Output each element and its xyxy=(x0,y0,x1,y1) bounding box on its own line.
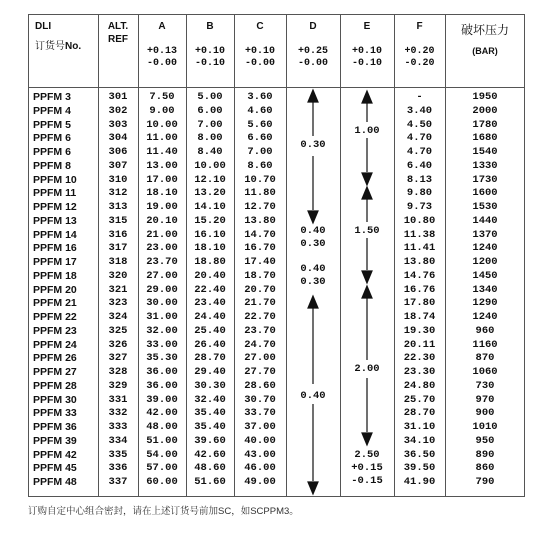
d-note: 0.30 xyxy=(300,238,326,250)
cell-alt: 326 xyxy=(108,338,128,351)
cell-no: PPFM 6 xyxy=(33,132,71,145)
header-ref: REF xyxy=(108,34,128,45)
cell-alt: 333 xyxy=(108,421,128,433)
cell-a: 13.00 xyxy=(146,159,178,172)
cell-no: PPFM 36 xyxy=(33,421,77,433)
d-note: 0.30 xyxy=(300,139,326,151)
header-d-tol-minus: -0.00 xyxy=(297,58,328,69)
cell-a: 36.00 xyxy=(146,379,178,392)
table-row xyxy=(29,146,524,159)
cell-a: 57.00 xyxy=(146,462,178,475)
table-row xyxy=(29,311,524,324)
table-row xyxy=(29,256,524,269)
e-note: 1.00 xyxy=(354,125,380,137)
header-c-name: C xyxy=(256,21,264,32)
cell-c: 16.70 xyxy=(244,242,276,255)
cell-c: 18.70 xyxy=(244,269,276,282)
table-row xyxy=(29,476,524,489)
table-row xyxy=(29,242,524,255)
table-row xyxy=(29,132,524,145)
cell-no: PPFM 17 xyxy=(33,256,77,268)
cell-f: 6.40 xyxy=(406,159,433,172)
cell-b: 20.40 xyxy=(194,269,226,282)
cell-a: 10.00 xyxy=(146,118,178,131)
cell-a: 54.00 xyxy=(146,448,178,461)
header-order-no xyxy=(29,15,98,87)
cell-a: 51.00 xyxy=(146,434,178,447)
cell-alt: 327 xyxy=(108,352,128,365)
header-e-tol-plus: +0.10 xyxy=(351,46,382,57)
cell-alt: 302 xyxy=(108,104,128,117)
cell-a: 29.00 xyxy=(146,283,178,296)
cell-b: 13.20 xyxy=(194,187,226,200)
cell-f: 11.41 xyxy=(403,242,436,255)
arrow-up-icon xyxy=(362,286,372,298)
header-alt-ref xyxy=(98,15,138,87)
header-alt: ALT. xyxy=(107,21,129,32)
table-row xyxy=(29,119,524,132)
header-order-cn: 订货号 xyxy=(35,41,65,52)
cell-c: 23.70 xyxy=(244,324,276,337)
table-row xyxy=(29,407,524,420)
cell-f: 31.10 xyxy=(403,421,436,433)
cell-c: 22.70 xyxy=(244,311,276,323)
cell-alt: 329 xyxy=(108,379,128,392)
arrow-up-icon xyxy=(362,91,372,103)
table-row xyxy=(29,297,524,310)
cell-f: 20.11 xyxy=(403,338,436,351)
cell-p: 1730 xyxy=(472,173,498,186)
cell-p: 1600 xyxy=(472,187,498,200)
cell-c: 17.40 xyxy=(244,256,276,268)
table-row xyxy=(29,284,524,297)
cell-b: 6.00 xyxy=(197,104,223,117)
cell-b: 30.30 xyxy=(194,379,226,392)
header-d-tol-plus: +0.25 xyxy=(297,46,328,57)
cell-b: 22.40 xyxy=(194,283,226,296)
d-note: 0.40 xyxy=(300,225,326,237)
cell-c: 20.70 xyxy=(244,283,276,296)
cell-p: 1060 xyxy=(472,366,498,378)
cell-c: 30.70 xyxy=(244,393,276,406)
cell-no: PPFM 13 xyxy=(33,214,77,227)
header-c-tol-minus: -0.00 xyxy=(244,58,275,69)
cell-b: 42.60 xyxy=(194,448,226,461)
cell-b: 35.40 xyxy=(194,421,226,433)
cell-f: 18.74 xyxy=(403,311,436,323)
arrow-up-icon xyxy=(362,187,372,199)
cell-b: 51.60 xyxy=(194,476,226,488)
cell-alt: 313 xyxy=(108,201,128,213)
cell-c: 14.70 xyxy=(244,228,276,241)
header-b xyxy=(186,15,234,87)
arrow-up-icon xyxy=(308,296,318,308)
cell-c: 21.70 xyxy=(244,297,276,310)
d-range-arrows xyxy=(306,88,320,498)
cell-alt: 324 xyxy=(108,311,128,323)
cell-a: 7.50 xyxy=(149,91,175,103)
e-range-arrows xyxy=(360,88,374,498)
cell-p: 1950 xyxy=(472,91,498,103)
cell-p: 1240 xyxy=(472,242,498,255)
cell-f: 11.38 xyxy=(403,228,436,241)
cell-no: PPFM 14 xyxy=(33,228,77,241)
header-b-tol-minus: -0.10 xyxy=(194,58,225,69)
arrow-down-icon xyxy=(308,482,318,494)
cell-p: 2000 xyxy=(472,104,498,117)
cell-p: 970 xyxy=(475,393,495,406)
cell-no: PPFM 45 xyxy=(33,462,77,475)
cell-b: 15.20 xyxy=(194,214,226,227)
cell-a: 60.00 xyxy=(146,476,178,488)
cell-c: 13.80 xyxy=(244,214,276,227)
cell-alt: 316 xyxy=(108,228,128,241)
cell-p: 1330 xyxy=(472,159,498,172)
cell-c: 7.00 xyxy=(247,146,273,158)
cell-no: PPFM 3 xyxy=(33,91,71,103)
cell-alt: 307 xyxy=(108,159,128,172)
cell-f: 14.76 xyxy=(403,269,436,282)
cell-f: 28.70 xyxy=(403,407,436,420)
d-note: 0.30 xyxy=(300,276,326,288)
cell-f: 17.80 xyxy=(403,297,436,310)
cell-no: PPFM 42 xyxy=(33,448,77,461)
cell-alt: 317 xyxy=(108,242,128,255)
cell-a: 11.40 xyxy=(146,146,178,158)
cell-alt: 315 xyxy=(108,214,128,227)
cell-no: PPFM 8 xyxy=(33,159,71,172)
cell-no: PPFM 5 xyxy=(33,118,71,131)
e-note: +0.15 xyxy=(351,462,383,474)
cell-alt: 332 xyxy=(108,407,128,420)
cell-alt: 320 xyxy=(108,269,128,282)
cell-alt: 312 xyxy=(108,187,128,200)
cell-a: 27.00 xyxy=(146,269,178,282)
cell-p: 860 xyxy=(475,462,495,475)
cell-a: 35.30 xyxy=(146,352,178,365)
cell-b: 8.40 xyxy=(197,146,223,158)
cell-b: 24.40 xyxy=(194,311,226,323)
cell-c: 27.70 xyxy=(244,366,276,378)
arrow-down-icon xyxy=(362,433,372,445)
cell-no: PPFM 24 xyxy=(33,338,77,351)
cell-f: 3.40 xyxy=(406,104,433,117)
table-row xyxy=(29,270,524,283)
cell-c: 11.80 xyxy=(244,187,276,200)
cell-f: - xyxy=(416,91,423,103)
cell-a: 33.00 xyxy=(146,338,178,351)
cell-no: PPFM 4 xyxy=(33,104,71,117)
header-d xyxy=(286,15,340,87)
cell-f: 19.30 xyxy=(403,324,436,337)
table-row xyxy=(29,449,524,462)
cell-alt: 328 xyxy=(108,366,128,378)
cell-a: 20.10 xyxy=(146,214,178,227)
cell-f: 22.30 xyxy=(403,352,436,365)
cell-b: 48.60 xyxy=(194,462,226,475)
cell-a: 23.00 xyxy=(146,242,178,255)
cell-alt: 331 xyxy=(108,393,128,406)
cell-p: 1530 xyxy=(472,201,498,213)
cell-p: 870 xyxy=(475,352,495,365)
table-row xyxy=(29,215,524,228)
cell-alt: 337 xyxy=(108,476,128,488)
table-row xyxy=(29,160,524,173)
cell-a: 39.00 xyxy=(146,393,178,406)
spec-table xyxy=(28,14,525,497)
cell-a: 31.00 xyxy=(146,311,178,323)
cell-no: PPFM 30 xyxy=(33,393,77,406)
cell-alt: 336 xyxy=(108,462,128,475)
cell-p: 1290 xyxy=(472,297,498,310)
e-note: -0.15 xyxy=(351,475,383,487)
header-a-tol-minus: -0.00 xyxy=(146,58,177,69)
header-e xyxy=(340,15,394,87)
cell-c: 37.00 xyxy=(244,421,276,433)
cell-b: 39.60 xyxy=(194,434,226,447)
d-note: 0.40 xyxy=(300,390,326,402)
cell-alt: 335 xyxy=(108,448,128,461)
e-note: 2.00 xyxy=(354,363,380,375)
header-a xyxy=(138,15,186,87)
cell-f: 41.90 xyxy=(403,476,436,488)
cell-b: 12.10 xyxy=(194,173,226,186)
cell-f: 4.70 xyxy=(406,132,433,145)
header-f-name: F xyxy=(416,21,423,32)
cell-p: 1450 xyxy=(472,269,498,282)
cell-p: 1680 xyxy=(472,132,498,145)
cell-alt: 325 xyxy=(108,324,128,337)
cell-b: 35.40 xyxy=(194,407,226,420)
cell-b: 32.40 xyxy=(194,393,226,406)
table-row xyxy=(29,421,524,434)
cell-p: 1370 xyxy=(472,228,498,241)
cell-c: 33.70 xyxy=(244,407,276,420)
cell-c: 46.00 xyxy=(244,462,276,475)
cell-a: 18.10 xyxy=(146,187,178,200)
header-pressure-unit: (BAR) xyxy=(472,46,498,56)
table-row xyxy=(29,105,524,118)
cell-c: 49.00 xyxy=(244,476,276,488)
header-separator xyxy=(29,87,524,88)
cell-b: 25.40 xyxy=(194,324,226,337)
cell-alt: 306 xyxy=(108,146,128,158)
cell-f: 10.80 xyxy=(403,214,436,227)
table-row xyxy=(29,366,524,379)
header-burst-pressure xyxy=(445,15,525,87)
cell-b: 14.10 xyxy=(194,201,226,213)
cell-c: 3.60 xyxy=(247,91,273,103)
table-row xyxy=(29,394,524,407)
header-f-tol-plus: +0.20 xyxy=(404,46,435,57)
cell-c: 5.60 xyxy=(247,118,273,131)
arrow-down-icon xyxy=(308,211,318,223)
cell-no: PPFM 22 xyxy=(33,311,77,323)
cell-c: 28.60 xyxy=(244,379,276,392)
cell-no: PPFM 48 xyxy=(33,476,77,488)
cell-no: PPFM 16 xyxy=(33,242,77,255)
cell-f: 8.13 xyxy=(406,173,433,186)
cell-a: 48.00 xyxy=(146,421,178,433)
cell-f: 24.80 xyxy=(403,379,436,392)
cell-alt: 323 xyxy=(108,297,128,310)
cell-f: 13.80 xyxy=(403,256,436,268)
table-row xyxy=(29,462,524,475)
header-a-tol-plus: +0.13 xyxy=(146,46,177,57)
cell-f: 9.80 xyxy=(406,187,433,200)
cell-f: 9.73 xyxy=(406,201,433,213)
d-note: 0.40 xyxy=(300,263,326,275)
cell-no: PPFM 20 xyxy=(33,283,77,296)
arrow-down-icon xyxy=(362,173,372,185)
footer-note: 订购自定中心组合密封，请在上述订货号前加SC，如SCPPM3。 xyxy=(28,506,299,517)
cell-alt: 318 xyxy=(108,256,128,268)
cell-p: 890 xyxy=(475,448,495,461)
cell-p: 1160 xyxy=(472,338,498,351)
cell-no: PPFM 21 xyxy=(33,297,77,310)
cell-c: 43.00 xyxy=(244,448,276,461)
cell-b: 7.00 xyxy=(197,118,223,131)
cell-a: 9.00 xyxy=(149,104,175,117)
header-f xyxy=(394,15,445,87)
cell-f: 25.70 xyxy=(403,393,436,406)
cell-a: 19.00 xyxy=(146,201,178,213)
e-note: 1.50 xyxy=(354,225,380,237)
cell-no: PPFM 12 xyxy=(33,201,77,213)
table-row xyxy=(29,380,524,393)
cell-c: 10.70 xyxy=(244,173,276,186)
cell-p: 1780 xyxy=(472,118,498,131)
cell-a: 11.00 xyxy=(146,132,178,145)
cell-no: PPFM 11 xyxy=(33,187,77,200)
cell-b: 10.00 xyxy=(194,159,226,172)
table-row xyxy=(29,325,524,338)
cell-a: 32.00 xyxy=(146,324,178,337)
table-row xyxy=(29,229,524,242)
cell-no: PPFM 23 xyxy=(33,324,77,337)
cell-c: 4.60 xyxy=(247,104,273,117)
cell-no: PPFM 33 xyxy=(33,407,77,420)
cell-alt: 304 xyxy=(108,132,128,145)
cell-p: 950 xyxy=(475,434,495,447)
cell-p: 1440 xyxy=(472,214,498,227)
cell-p: 900 xyxy=(475,407,495,420)
cell-p: 1340 xyxy=(472,283,498,296)
cell-a: 36.00 xyxy=(146,366,178,378)
cell-b: 18.80 xyxy=(194,256,226,268)
cell-c: 40.00 xyxy=(244,434,276,447)
table-row xyxy=(29,339,524,352)
cell-p: 790 xyxy=(475,476,495,488)
cell-b: 5.00 xyxy=(197,91,223,103)
cell-no: PPFM 27 xyxy=(33,366,77,378)
cell-p: 1010 xyxy=(472,421,498,433)
cell-p: 730 xyxy=(475,379,495,392)
cell-no: PPFM 18 xyxy=(33,269,77,282)
header-d-name: D xyxy=(309,21,317,32)
cell-p: 1240 xyxy=(472,311,498,323)
cell-p: 1200 xyxy=(472,256,498,268)
cell-f: 4.50 xyxy=(406,118,433,131)
header-c-tol-plus: +0.10 xyxy=(244,46,275,57)
header-b-tol-plus: +0.10 xyxy=(194,46,225,57)
cell-p: 960 xyxy=(475,324,495,337)
header-a-name: A xyxy=(158,21,166,32)
cell-c: 8.60 xyxy=(247,159,273,172)
cell-b: 23.40 xyxy=(194,297,226,310)
cell-no: PPFM 10 xyxy=(33,173,77,186)
cell-f: 16.76 xyxy=(403,283,436,296)
header-b-name: B xyxy=(206,21,214,32)
cell-alt: 321 xyxy=(108,283,128,296)
cell-a: 23.70 xyxy=(146,256,178,268)
cell-f: 34.10 xyxy=(403,434,436,447)
cell-a: 42.00 xyxy=(146,407,178,420)
cell-c: 6.60 xyxy=(247,132,273,145)
cell-a: 30.00 xyxy=(146,297,178,310)
cell-no: PPFM 39 xyxy=(33,434,77,447)
table-row xyxy=(29,435,524,448)
cell-a: 21.00 xyxy=(146,228,178,241)
cell-c: 24.70 xyxy=(244,338,276,351)
table-row xyxy=(29,174,524,187)
table-row xyxy=(29,201,524,214)
cell-b: 18.10 xyxy=(194,242,226,255)
cell-a: 17.00 xyxy=(146,173,178,186)
cell-f: 36.50 xyxy=(403,448,436,461)
header-f-tol-minus: -0.20 xyxy=(404,58,435,69)
cell-no: PPFM 26 xyxy=(33,352,77,365)
arrow-down-icon xyxy=(362,271,372,283)
header-order-no-label xyxy=(35,37,98,52)
cell-b: 16.10 xyxy=(194,228,226,241)
cell-alt: 310 xyxy=(108,173,128,186)
cell-c: 12.70 xyxy=(244,201,276,213)
cell-f: 23.30 xyxy=(403,366,436,378)
header-c xyxy=(234,15,286,87)
table-row xyxy=(29,187,524,200)
cell-b: 29.40 xyxy=(194,366,226,378)
cell-p: 1540 xyxy=(472,146,498,158)
e-note: 2.50 xyxy=(354,449,380,461)
cell-f: 39.50 xyxy=(403,462,436,475)
cell-b: 26.40 xyxy=(194,338,226,351)
header-pressure-cn: 破坏压力 xyxy=(460,23,509,37)
cell-f: 4.70 xyxy=(406,146,433,158)
cell-no: PPFM 28 xyxy=(33,379,77,392)
header-no: No. xyxy=(65,41,82,52)
header-dli: DLI xyxy=(35,21,52,32)
table-row xyxy=(29,352,524,365)
table-row xyxy=(29,91,524,104)
cell-no: PPFM 6 xyxy=(33,146,71,158)
cell-alt: 334 xyxy=(108,434,128,447)
cell-b: 28.70 xyxy=(194,352,226,365)
cell-b: 8.00 xyxy=(197,132,223,145)
arrow-up-icon xyxy=(308,90,318,102)
cell-alt: 303 xyxy=(108,118,128,131)
header-e-name: E xyxy=(363,21,371,32)
header-e-tol-minus: -0.10 xyxy=(351,58,382,69)
cell-alt: 301 xyxy=(108,91,128,103)
cell-c: 27.00 xyxy=(244,352,276,365)
